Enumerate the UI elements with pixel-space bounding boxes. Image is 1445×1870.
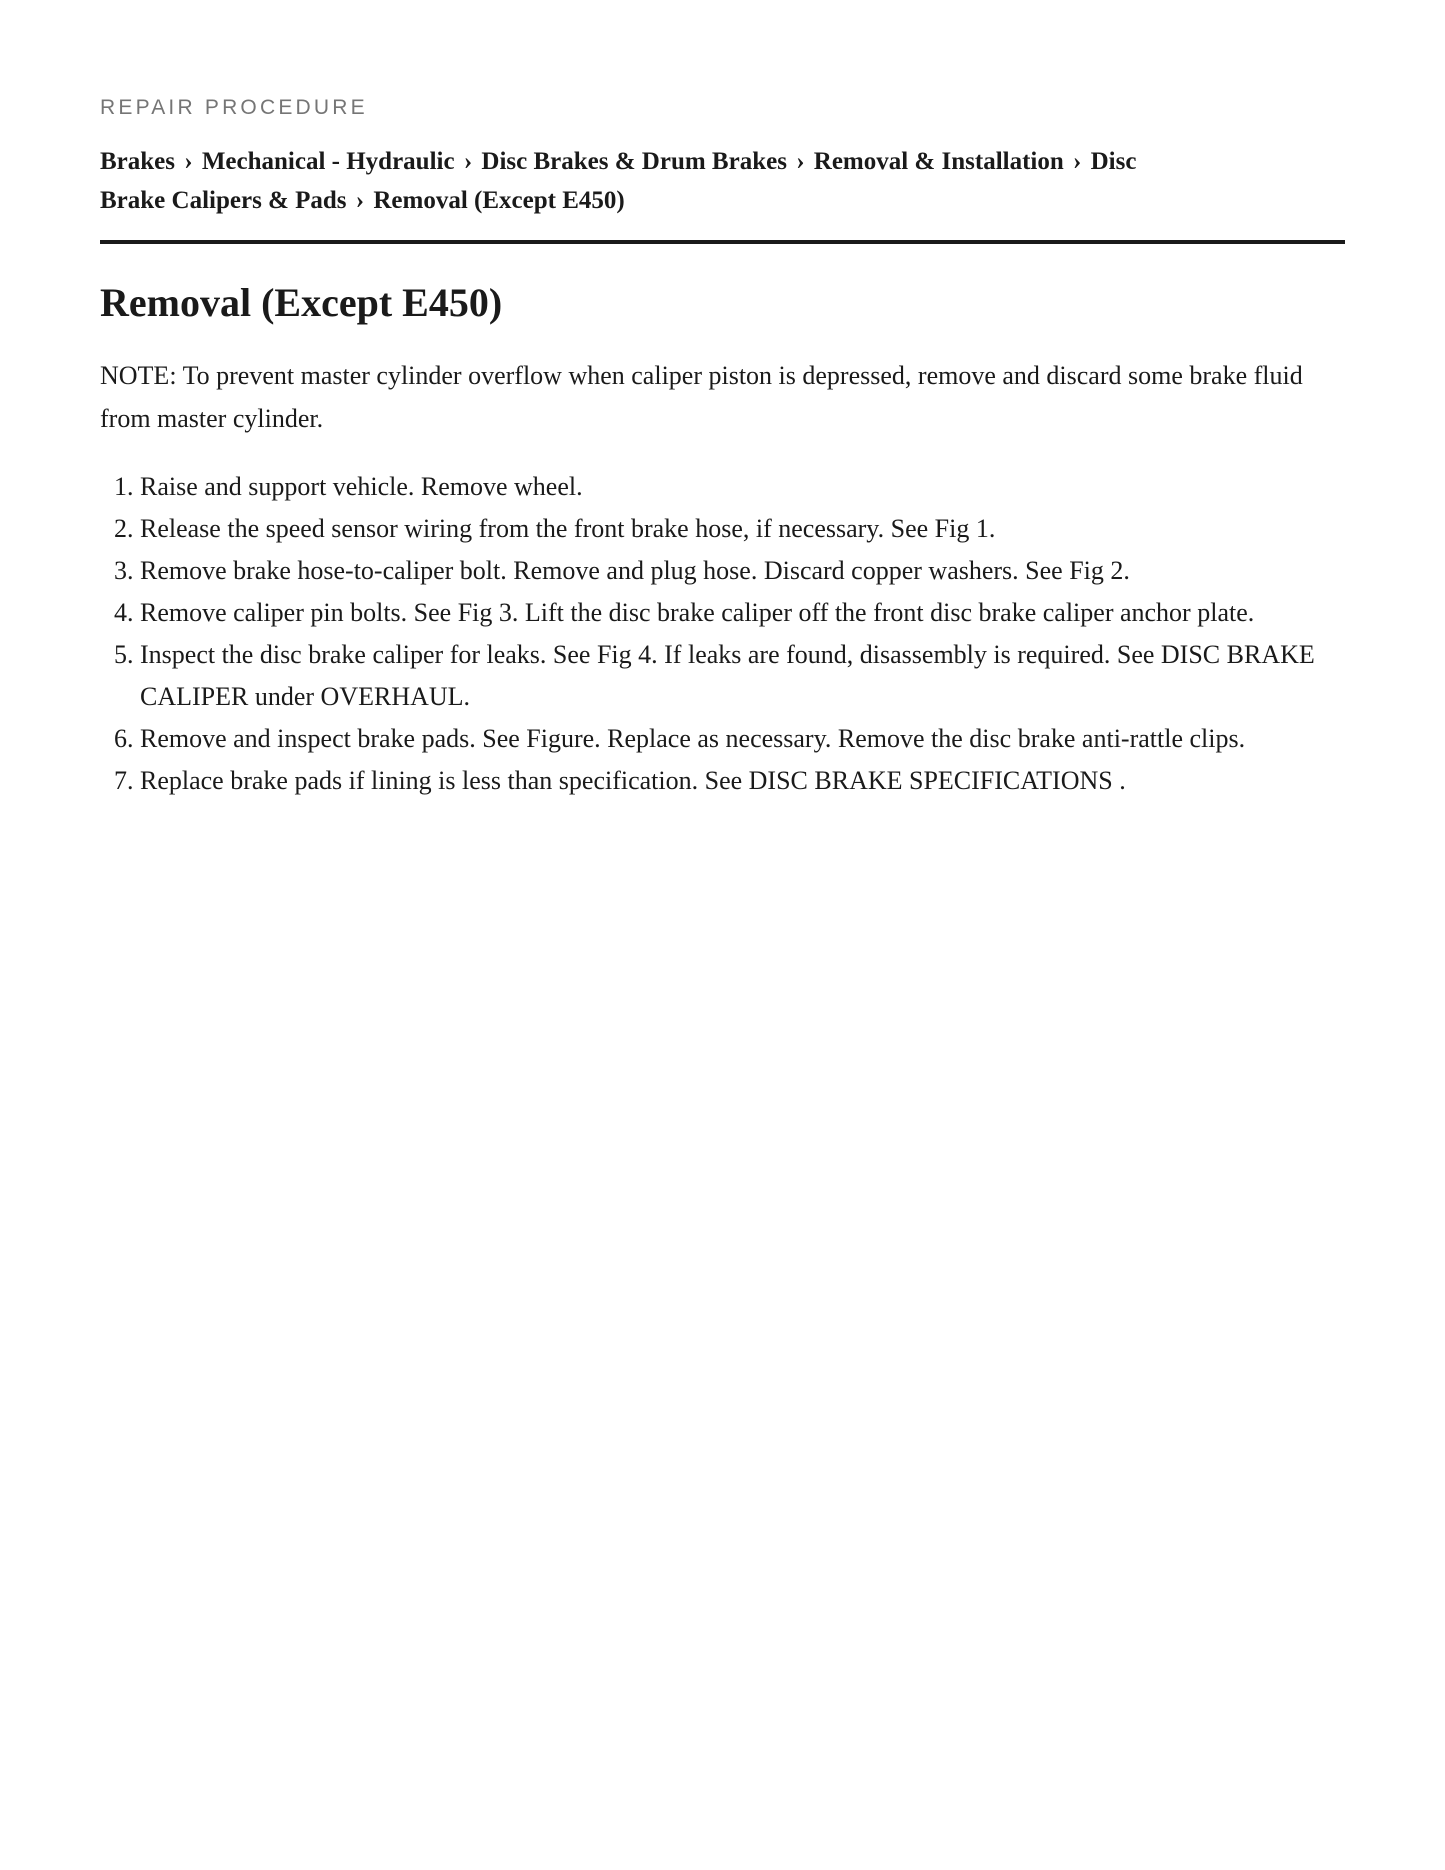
breadcrumb-separator: › [1073,148,1082,175]
step-item: 3. Remove brake hose-to-caliper bolt. Remove and plug hose. Discard copper washers. See Fig 2. [140,550,1345,592]
breadcrumb-item-calipers-pads: Disc Brake Calipers & Pads [100,148,1137,214]
procedure-note: NOTE: To prevent master cylinder overflow when caliper piston is depressed, remove and discard some brake fluid from master cylinder. [100,361,1303,433]
section-eyebrow: REPAIR PROCEDURE [100,96,368,119]
document-page [0,0,1315,802]
breadcrumb [100,142,1145,220]
breadcrumb-item-mechanical-hydraulic: Mechanical - Hydraulic [201,148,455,175]
breadcrumb-item-current: Removal (Except E450) [373,187,625,214]
breadcrumb-item-removal-installation: Removal & Installation [813,148,1064,175]
step-item: 7. Replace brake pads if lining is less than specification. See DISC BRAKE SPECIFICATIONS . [140,760,1345,802]
breadcrumb-separator: › [796,148,805,175]
breadcrumb-separator: › [463,148,473,175]
step-item: 6. Remove and inspect brake pads. See Figure. Replace as necessary. Remove the disc brake anti-rattle clips. [140,718,1345,760]
page-title: Removal (Except E450) [100,280,503,325]
procedure-steps [100,466,1345,802]
breadcrumb-separator: › [184,148,193,175]
breadcrumb-item-disc-drum-brakes: Disc Brakes & Drum Brakes [481,148,787,175]
breadcrumb-separator: › [355,187,365,214]
step-item: 2. Release the speed sensor wiring from the front brake hose, if necessary. See Fig 1. [140,508,1345,550]
step-item: 4. Remove caliper pin bolts. See Fig 3. Lift the disc brake caliper off the front disc brake caliper anchor plate. [140,592,1345,634]
step-item: 1. Raise and support vehicle. Remove wheel. [140,466,1345,508]
step-item: 5. Inspect the disc brake caliper for leaks. See Fig 4. If leaks are found, disassembly is required. See DISC BRAKE CALIPER under OVERHAUL. [140,634,1345,718]
breadcrumb-item-brakes: Brakes [100,148,175,175]
header-divider [100,240,1345,244]
